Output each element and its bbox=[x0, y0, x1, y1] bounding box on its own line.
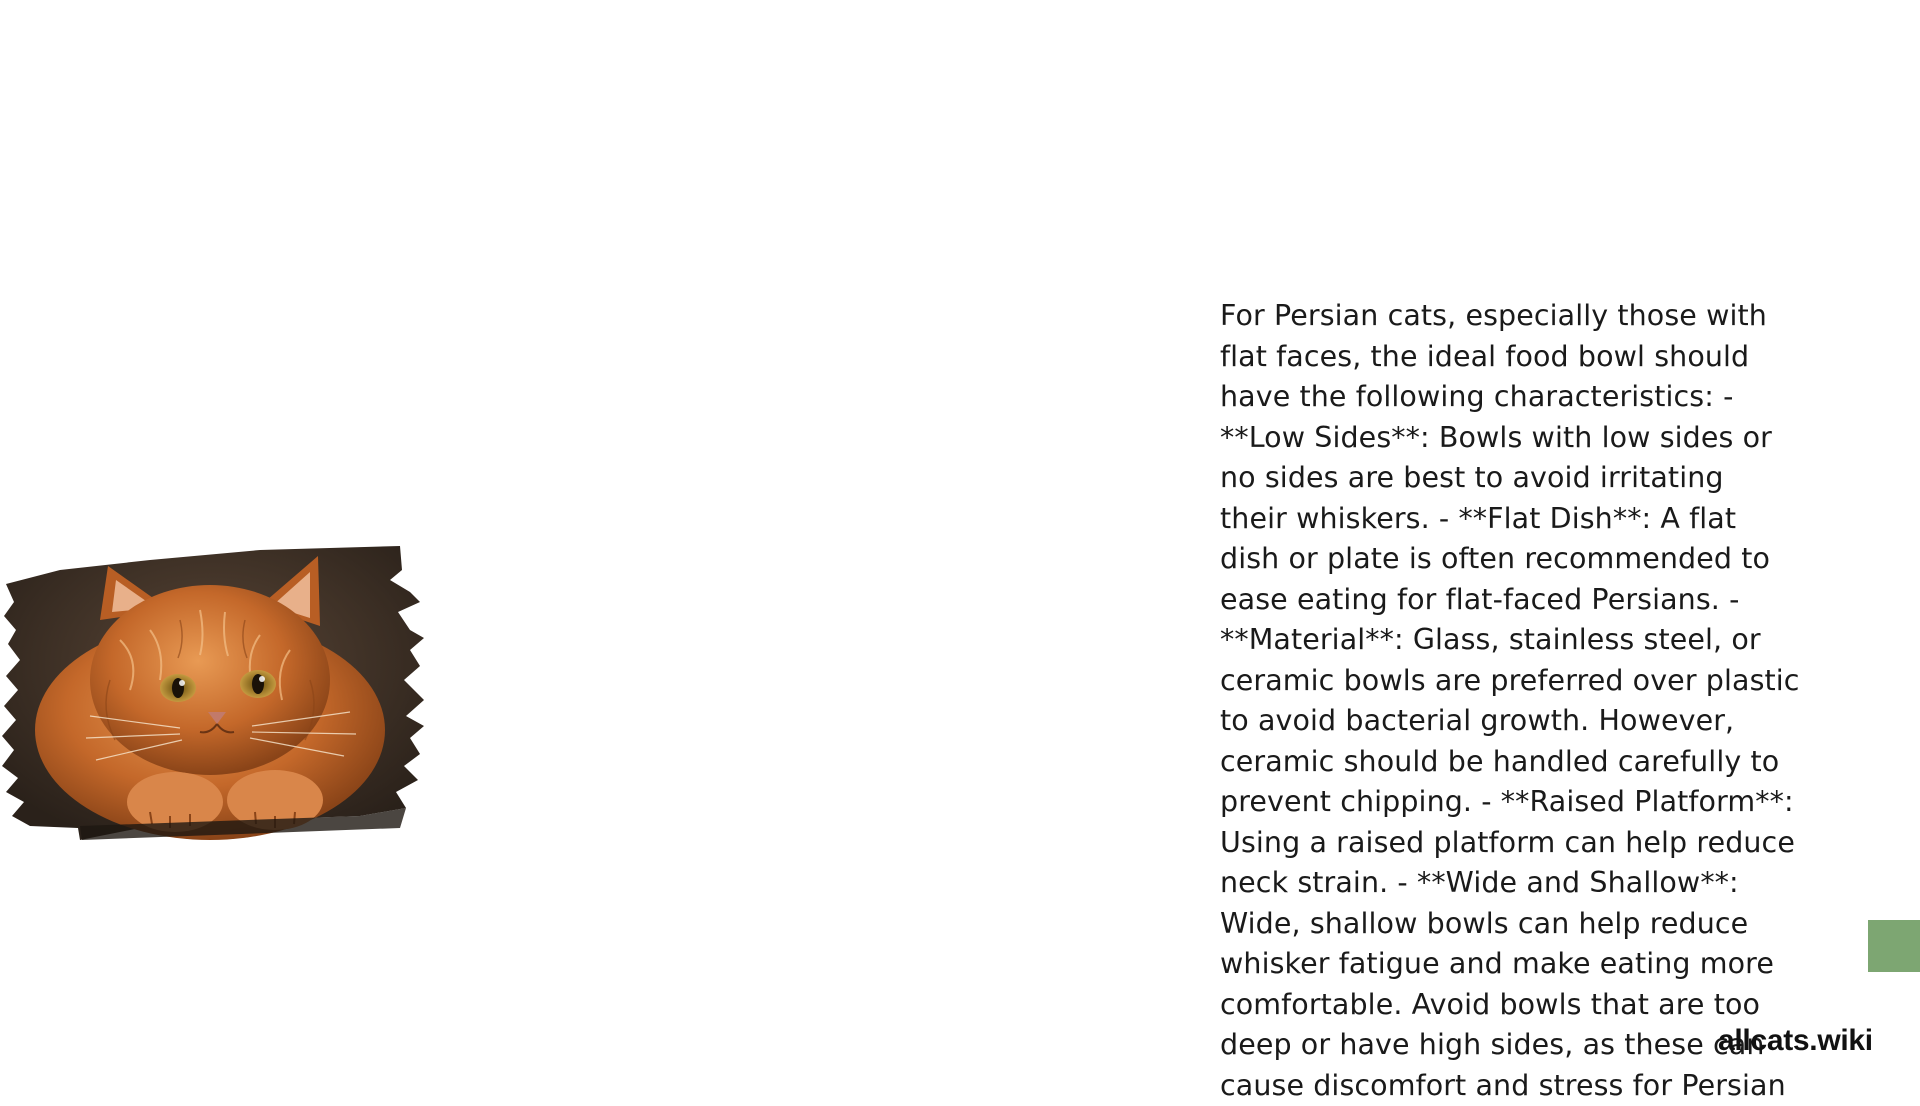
persian-cat-image bbox=[0, 540, 440, 860]
accent-square bbox=[1868, 920, 1920, 972]
article-text: For Persian cats, especially those with flat faces, the ideal food bowl should have the following characteristics: - **Low Sides**: Bowls with low sides or no sides are best to avoid irritating their whiskers. - **Flat Dish**: A flat dish or plate is often recommended to ease eating for flat-faced Persians. - **Material**: Glass, stainless steel, or ceramic bowls are preferred over plastic to avoid bacterial growth. However, ceramic should be handled carefully to prevent chipping. - **Raised Platform**: Using a raised platform can help reduce neck strain. - **Wide and Shallow**: Wide, shallow bowls can help reduce whisker fatigue and make eating more comfortable. Avoid bowls that are too deep or have high sides, as these can cause discomfort and stress for Persian bbox=[1220, 299, 1800, 1102]
site-watermark: allcats.wiki bbox=[1718, 1024, 1873, 1057]
